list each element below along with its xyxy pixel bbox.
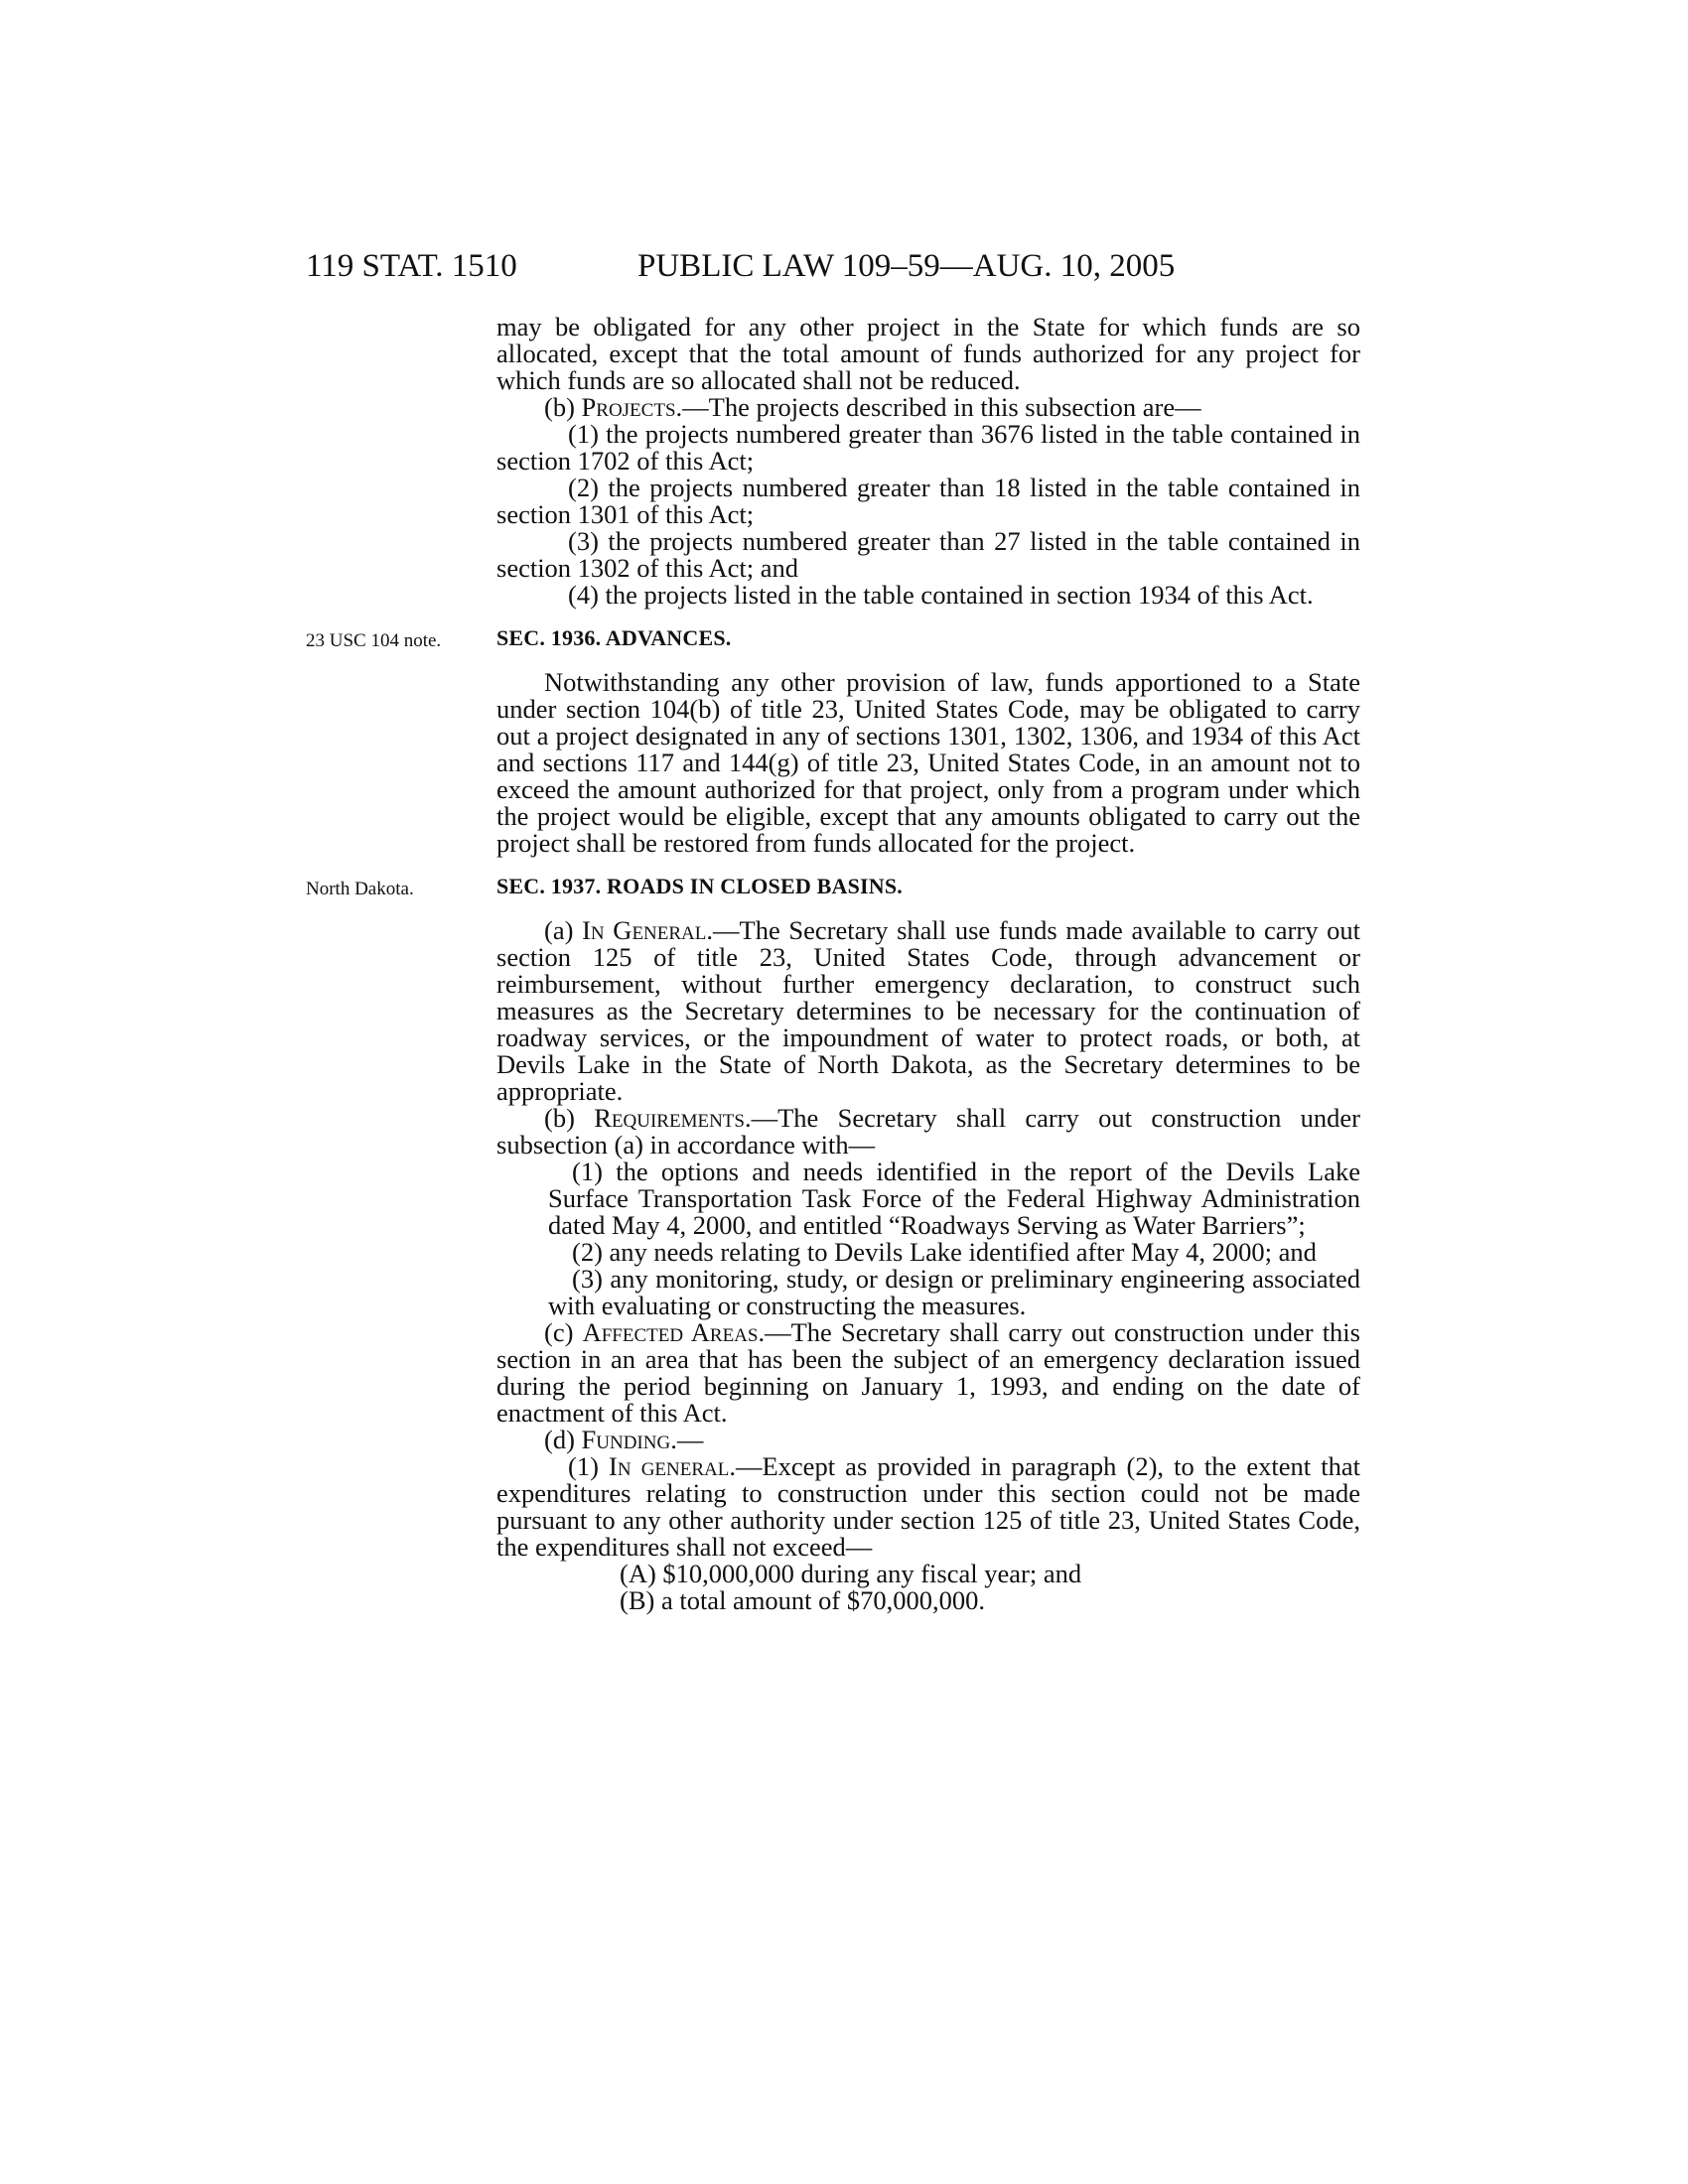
heading-dash: .— bbox=[758, 1317, 791, 1347]
heading-dash: .— bbox=[675, 392, 709, 422]
requirement-item: (2) any needs relating to Devils Lake identified after May 4, 2000; and bbox=[572, 1237, 1317, 1267]
paragraph-text: Except as provided in paragraph (2), to the extent that expenditures relating to construction under this section could not be made pursuant to any other authority under section 125 of title 23, United States Code, the expenditures shall not exceed— bbox=[496, 1451, 1360, 1562]
statute-page-number: 119 STAT. 1510 bbox=[306, 248, 517, 284]
subsection-marker: (b) bbox=[544, 392, 582, 422]
section-heading-text: SEC. 1936. ADVANCES. bbox=[496, 625, 732, 650]
subsection-text: The Secretary shall use funds made available to carry out section 125 of title 23, United States Code, through advancement or reimbursement, without further emergency declaration, to construct such measures as the Secretary determines to be necessary for the continuation of roadway services, or the impoundment of water to protect roads, or both, at Devils Lake in the State of North Dakota, as the Secretary determines to be appropriate. bbox=[496, 915, 1360, 1106]
funding-limit-item: (A) $10,000,000 during any fiscal year; and bbox=[620, 1559, 1082, 1588]
paragraph-heading: In general bbox=[609, 1451, 730, 1481]
heading-dash: .— bbox=[670, 1425, 704, 1454]
subsection-marker: (d) bbox=[544, 1425, 582, 1454]
requirement-item: (1) the options and needs identified in the report of the Devils Lake Surface Transportation Task Force of the Federal Highway Administration dated May 4, 2000, and entitled “Roadways Serving as Water Barriers”; bbox=[548, 1157, 1360, 1240]
margin-note-north-dakota: North Dakota. bbox=[306, 879, 414, 899]
paragraph-marker: (1) bbox=[568, 1451, 610, 1481]
requirement-item: (3) any monitoring, study, or design or preliminary engineering associated with evaluating or constructing the measures. bbox=[548, 1264, 1360, 1320]
section-heading-text: SEC. 1937. ROADS IN CLOSED BASINS. bbox=[496, 874, 904, 898]
subsection-text: The Secretary shall carry out construction under subsection (a) in accordance with— bbox=[496, 1103, 1360, 1160]
heading-dash: .— bbox=[744, 1103, 778, 1133]
section-1936-heading bbox=[306, 624, 1360, 651]
subsection-marker: (c) bbox=[544, 1317, 583, 1347]
page-header bbox=[306, 246, 1398, 286]
document-body bbox=[306, 312, 1360, 1615]
subsection-heading: Projects bbox=[581, 392, 676, 422]
section-1936-text: Notwithstanding any other provision of law, funds apportioned to a State under section 104(b) of title 23, United States Code, may be obligated to carry out a project designated in any of sections 1301, 1302, 1306, and 1934 of this Act and sections 117 and 144(g) of title 23, United States Code, in an amount not to exceed the amount authorized for that project, only from a program under which the project would be eligible, except that any amounts obligated to carry out the project shall be restored from funds allocated for the project. bbox=[496, 667, 1360, 858]
public-law-title: PUBLIC LAW 109–59—AUG. 10, 2005 bbox=[637, 248, 1176, 284]
subsection-a-in-general bbox=[496, 917, 1360, 1105]
subsection-b-projects bbox=[496, 394, 1360, 421]
subsection-marker: (a) bbox=[544, 915, 583, 945]
heading-dash: .— bbox=[706, 915, 740, 945]
heading-dash: .— bbox=[729, 1451, 763, 1481]
subsection-d-funding bbox=[496, 1427, 1360, 1453]
subsection-heading: In General bbox=[582, 915, 707, 945]
continuation-paragraph: may be obligated for any other project in the State for which funds are so allocated, except that the total amount of funds authorized for any project for which funds are so allocated shall not be reduced. bbox=[496, 312, 1360, 395]
subsection-marker: (b) bbox=[544, 1103, 595, 1133]
subsection-text: The Secretary shall carry out construction under this section in an area that has been the subject of an emergency declaration issued during the period beginning on January 1, 1993, and ending on the date of enactment of this Act. bbox=[496, 1317, 1360, 1428]
margin-note-usc: 23 USC 104 note. bbox=[306, 630, 442, 651]
subsection-c-affected-areas bbox=[496, 1319, 1360, 1427]
project-item: (3) the projects numbered greater than 27 listed in the table contained in section 1302 of this Act; and bbox=[496, 526, 1360, 583]
subsection-heading: Affected Areas bbox=[582, 1317, 759, 1347]
section-1937-heading bbox=[306, 873, 1360, 899]
funding-limit-item: (B) a total amount of $70,000,000. bbox=[620, 1585, 985, 1615]
paragraph-d1-in-general bbox=[496, 1453, 1360, 1561]
subsection-heading: Funding bbox=[581, 1425, 671, 1454]
subsection-b-requirements bbox=[496, 1105, 1360, 1159]
project-item: (1) the projects numbered greater than 3676 listed in the table contained in section 1702 of this Act; bbox=[496, 419, 1360, 476]
project-item: (2) the projects numbered greater than 18 listed in the table contained in section 1301 of this Act; bbox=[496, 473, 1360, 529]
subsection-text: The projects described in this subsection are— bbox=[708, 392, 1201, 422]
project-item: (4) the projects listed in the table contained in section 1934 of this Act. bbox=[568, 580, 1314, 610]
subsection-heading: Requirements bbox=[594, 1103, 745, 1133]
